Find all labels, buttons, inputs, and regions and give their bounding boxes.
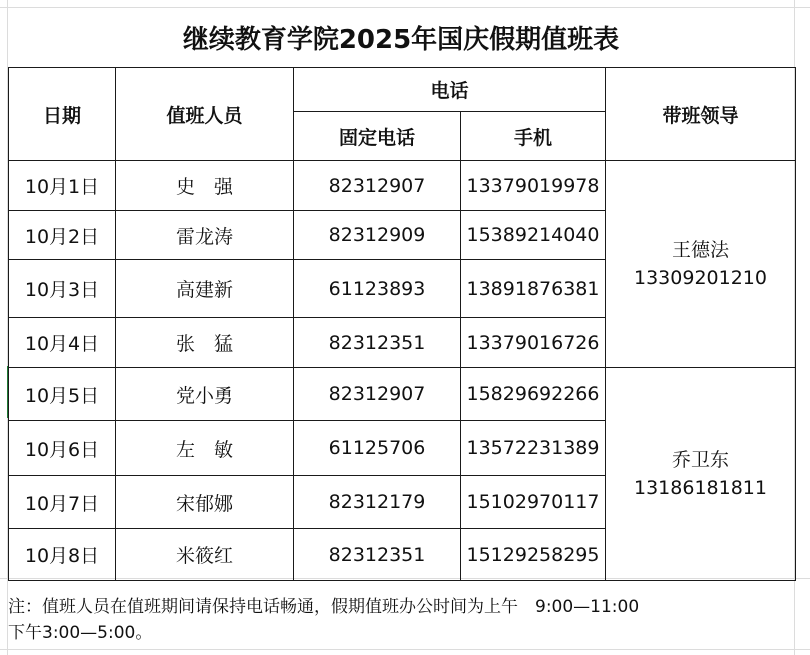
cell-staff[interactable]: 高建新 xyxy=(116,260,294,318)
header-date[interactable]: 日期 xyxy=(9,68,116,161)
cell-landline[interactable]: 82312179 xyxy=(294,476,461,529)
cell-landline[interactable]: 82312907 xyxy=(294,368,461,421)
cell-landline[interactable]: 82312351 xyxy=(294,529,461,581)
header-phone-group[interactable]: 电话 xyxy=(294,68,606,112)
cell-staff[interactable]: 雷龙涛 xyxy=(116,211,294,260)
header-mobile[interactable]: 手机 xyxy=(461,112,606,161)
table-row xyxy=(9,368,796,421)
cell-mobile[interactable]: 13572231389 xyxy=(461,421,606,476)
leader-name: 王德法 xyxy=(671,239,729,261)
cell-date[interactable]: 10月3日 xyxy=(9,260,116,318)
cell-landline[interactable]: 82312909 xyxy=(294,211,461,260)
leader-name: 乔卫东 xyxy=(671,449,729,471)
cell-mobile[interactable]: 13891876381 xyxy=(461,260,606,318)
cell-date[interactable]: 10月5日 xyxy=(9,368,116,421)
header-leader[interactable]: 带班领导 xyxy=(606,68,796,161)
footnote-line-2[interactable]: 下午3:00—5:00。 xyxy=(8,623,153,643)
sheet-gridline xyxy=(0,649,810,650)
cell-mobile[interactable]: 13379019978 xyxy=(461,161,606,211)
cell-leader-1[interactable] xyxy=(606,161,796,368)
cell-landline[interactable]: 61123893 xyxy=(294,260,461,318)
cell-mobile[interactable]: 15102970117 xyxy=(461,476,606,529)
cell-mobile[interactable]: 15389214040 xyxy=(461,211,606,260)
sheet-title[interactable]: 继续教育学院2025年国庆假期值班表 xyxy=(182,24,620,55)
footnote-line-1[interactable]: 注：值班人员在值班期间请保持电话畅通，假期值班办公时间为上午 9:00—11:00 xyxy=(8,597,640,617)
cell-staff[interactable]: 张 猛 xyxy=(116,318,294,368)
cell-staff[interactable]: 宋郁娜 xyxy=(116,476,294,529)
cell-mobile[interactable]: 13379016726 xyxy=(461,318,606,368)
cell-staff[interactable]: 左 敏 xyxy=(116,421,294,476)
cell-landline[interactable]: 82312351 xyxy=(294,318,461,368)
header-landline[interactable]: 固定电话 xyxy=(294,112,461,161)
table-row xyxy=(9,161,796,211)
cell-mobile[interactable]: 15129258295 xyxy=(461,529,606,581)
leader-phone: 13186181811 xyxy=(634,477,767,499)
cell-landline[interactable]: 82312907 xyxy=(294,161,461,211)
cell-date[interactable]: 10月1日 xyxy=(9,161,116,211)
cell-mobile[interactable]: 15829692266 xyxy=(461,368,606,421)
cell-date[interactable]: 10月6日 xyxy=(9,421,116,476)
cell-date[interactable]: 10月4日 xyxy=(9,318,116,368)
cell-landline[interactable]: 61125706 xyxy=(294,421,461,476)
footnote xyxy=(8,594,798,646)
cell-staff[interactable]: 党小勇 xyxy=(116,368,294,421)
cell-staff[interactable]: 米筱红 xyxy=(116,529,294,581)
header-staff[interactable]: 值班人员 xyxy=(116,68,294,161)
leader-phone: 13309201210 xyxy=(634,267,767,289)
duty-table xyxy=(8,67,796,581)
cell-date[interactable]: 10月2日 xyxy=(9,211,116,260)
cell-date[interactable]: 10月7日 xyxy=(9,476,116,529)
cell-date[interactable]: 10月8日 xyxy=(9,529,116,581)
cell-staff[interactable]: 史 强 xyxy=(116,161,294,211)
cell-leader-2[interactable] xyxy=(606,368,796,581)
